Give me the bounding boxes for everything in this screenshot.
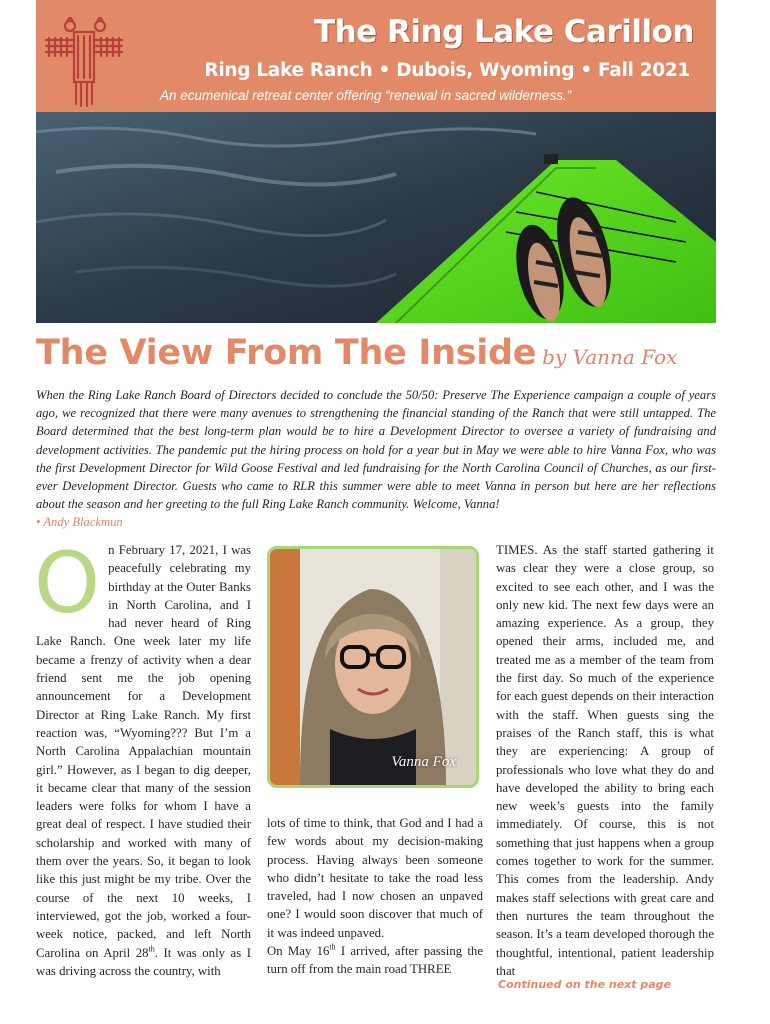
column-1-text: n February 17, 2021, I was peacefully celebrating my birthday at the Outer Banks in North Carolina, and I had never heard of Ring Lake Ranch. One week later my life became a frenzy of activity when a dear friend sent me the job opening announcement for a Development Director at Ring Lake Ranch. My first reaction was, “Wyoming??? But I’m a North Carolina Appalachian mountain girl.” However, as I began to dig deeper, it became clear that many of the session leaders were folks for whom I have a great deal of respect. I have studied their scholarship and worked with many of them over the years. So, it began to look like this just might be my tribe. Over the course of the next 10 weeks, I interviewed, got the job, worked a four-week notice, packed, and left North Carolina on April 28 xyxy=(36,543,251,960)
intro-text: When the Ring Lake Ranch Board of Directors decided to conclude the 50/50: Preserve The Experience campaign a couple of years ago, we recognized that there were many avenues to strengthening the financial standing of the Ranch that were still untapped. The Board determined that the best long-term plan would be to hire a Development Director to oversee a variety of fundraising and development activities. The pandemic put the hiring process on hold for a year but in May we were able to hire Vanna Fox, who was the first Development Director for Wild Goose Festival and led fundraising for the North Carolina Council of Churches, as our first-ever Development Director. Guests who came to RLR this summer were able to meet Vanna in person but here are her reflections about the season and her greeting to the full Ring Lake Ranch community. Welcome, Vanna! xyxy=(36,388,716,512)
column-2-text: lots of time to think, that God and I had a few words about my decision-making process. Having always been someone who didn’t hesitate to take the road less traveled, had I now chosen an unpaved one? I would soon discover that much of it was indeed unpaved. xyxy=(267,816,483,940)
author-portrait xyxy=(267,546,479,788)
masthead xyxy=(36,0,716,112)
drop-cap: O xyxy=(34,534,101,632)
newsletter-tagline: An ecumenical retreat center offering “renewal in sacred wilderness.” xyxy=(160,88,572,103)
column-2-text-c: I arrived, after passing the turn off from the main road THREE xyxy=(267,944,484,977)
column-3 xyxy=(496,541,714,980)
ordinal-suffix: th xyxy=(148,944,155,954)
column-2-text-b: On May 16 xyxy=(267,944,330,959)
continued-link[interactable]: Continued on the next page xyxy=(498,978,672,991)
portrait-image xyxy=(270,549,476,785)
byline: by Vanna Fox xyxy=(542,345,678,369)
ordinal-suffix-2: th xyxy=(329,942,336,952)
column-1-text-end: . It was only as I was driving across the country, with xyxy=(36,945,251,978)
kayak-photo-image xyxy=(36,112,716,323)
column-3-text: TIMES. As the staff started gathering it was clear they were a close group, so excited to see each other, and I was the only new kid. The next few days were an amazing experience. As a group, they opened their arms, included me, and treated me as a member of the team from the first day. So much of the experience for each guest depends on their interaction with the staff. When guests sing the praises of the Ranch staff, this is what they are experiencing: A group of professionals who love what they do and have developed the ability to bring each new week’s guests into the family immediately. Of course, this is not something that just happens when a group comes together to work for the summer. This comes from the leadership. Andy makes staff selections with great care and then nurtures the team throughout the season. It’s a team developed thorough the thoughtful, intentional, patient leadership that xyxy=(496,543,714,978)
article-headline xyxy=(36,333,677,373)
intro-author: • Andy Blackmun xyxy=(36,515,123,530)
article-intro xyxy=(36,386,716,532)
kayak-photo xyxy=(36,112,716,323)
headline-text: The View From The Inside xyxy=(36,333,537,373)
newsletter-title: The Ring Lake Carillon xyxy=(313,14,694,50)
petroglyph-logo-icon xyxy=(44,10,124,108)
column-2 xyxy=(267,814,483,979)
photo-caption: Vanna Fox xyxy=(391,754,456,770)
column-1 xyxy=(34,534,251,980)
newsletter-subtitle: Ring Lake Ranch • Dubois, Wyoming • Fall 2021 xyxy=(204,60,690,81)
